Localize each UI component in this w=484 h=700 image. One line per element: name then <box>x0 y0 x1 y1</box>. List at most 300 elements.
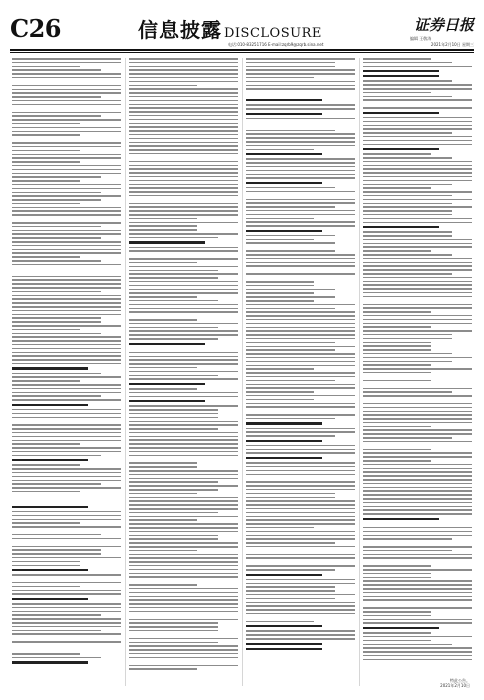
body-text-line <box>363 239 472 241</box>
body-text-line <box>246 58 355 60</box>
body-text-line <box>12 333 101 335</box>
body-subheading-line <box>129 383 205 385</box>
body-text-line <box>12 603 121 605</box>
body-text-line <box>363 136 472 138</box>
body-text-line <box>129 474 238 476</box>
body-text-line <box>363 214 452 216</box>
body-text-line <box>246 512 355 514</box>
body-text-line <box>363 494 472 496</box>
body-text-line <box>246 104 355 106</box>
body-text-line <box>12 237 101 239</box>
body-text-line <box>363 296 472 298</box>
body-text-line <box>12 376 121 378</box>
body-text-line <box>246 108 355 110</box>
body-text-line <box>12 363 121 365</box>
body-text-line <box>246 158 355 160</box>
body-text-line <box>12 472 121 474</box>
body-text-line <box>12 359 121 361</box>
body-text-line <box>129 645 238 647</box>
text-column-1 <box>12 58 121 686</box>
body-text-line <box>12 150 80 152</box>
body-text-line <box>363 250 431 252</box>
body-text-line <box>129 250 238 252</box>
body-text-line <box>363 498 472 500</box>
body-text-line <box>363 364 431 366</box>
body-text-line <box>363 490 472 492</box>
body-text-line <box>129 557 238 559</box>
body-text-line <box>246 621 314 623</box>
body-text-line <box>12 287 121 289</box>
body-text-line <box>129 527 238 529</box>
body-text-line <box>12 451 121 453</box>
body-text-line <box>12 526 121 528</box>
body-text-line <box>12 210 121 212</box>
body-text-line <box>129 576 238 578</box>
body-text-line <box>12 306 121 308</box>
body-text-line <box>129 363 238 365</box>
body-text-line <box>363 117 472 119</box>
body-text-line <box>129 138 238 140</box>
body-text-line <box>363 538 452 540</box>
body-text-line <box>363 157 452 159</box>
body-text-line <box>246 130 335 132</box>
body-text-line <box>129 73 238 75</box>
body-text-line <box>246 387 355 389</box>
body-text-line <box>246 149 314 151</box>
body-text-line <box>129 466 197 468</box>
body-text-line <box>12 62 121 64</box>
body-text-line <box>363 84 472 86</box>
footer-closing: 特此公告。 <box>450 678 470 683</box>
body-text-line <box>246 285 314 287</box>
body-text-line <box>363 66 472 68</box>
body-text-line <box>246 206 335 208</box>
body-text-line <box>363 659 472 661</box>
body-text-line <box>246 330 355 332</box>
body-subheading-line <box>12 569 88 571</box>
body-text-line <box>363 338 452 340</box>
body-text-line <box>129 388 197 390</box>
body-text-line <box>12 546 121 548</box>
body-text-line <box>363 323 472 325</box>
body-text-line <box>129 111 238 113</box>
body-text-line <box>246 542 335 544</box>
body-text-line <box>12 176 101 178</box>
body-text-line <box>363 475 472 477</box>
body-text-line <box>129 210 238 212</box>
body-text-line <box>12 77 121 79</box>
body-text-line <box>363 403 472 405</box>
body-text-line <box>363 231 452 233</box>
body-text-line <box>12 464 80 466</box>
body-text-line <box>363 273 452 275</box>
body-text-line <box>129 417 218 419</box>
body-text-line <box>246 598 335 600</box>
body-text-line <box>12 173 121 175</box>
body-text-line <box>129 266 238 268</box>
body-text-line <box>12 582 121 584</box>
body-text-line <box>12 245 121 247</box>
body-text-line <box>12 154 121 156</box>
body-subheading-line <box>246 625 322 627</box>
body-text-line <box>363 326 431 328</box>
body-text-line <box>12 515 121 517</box>
body-text-line <box>129 413 218 415</box>
body-text-line <box>12 614 101 616</box>
body-text-line <box>246 166 355 168</box>
body-text-line <box>129 538 218 540</box>
body-text-line <box>129 455 238 457</box>
body-text-line <box>12 538 121 540</box>
body-text-line <box>129 115 238 117</box>
body-text-line <box>246 170 355 172</box>
body-text-line <box>363 426 431 428</box>
body-text-line <box>363 632 431 634</box>
body-text-line <box>246 481 355 483</box>
body-text-line <box>12 123 80 125</box>
footer-note <box>360 678 470 688</box>
body-text-line <box>363 554 472 556</box>
body-text-line <box>12 85 121 87</box>
body-text-line <box>246 327 355 329</box>
body-text-line <box>12 447 121 449</box>
body-text-line <box>12 574 121 576</box>
body-text-line <box>363 395 472 397</box>
body-text-line <box>129 176 238 178</box>
body-text-line <box>129 603 238 605</box>
body-text-line <box>129 371 238 373</box>
body-text-line <box>363 269 472 271</box>
body-text-line <box>129 584 197 586</box>
body-text-line <box>246 531 355 533</box>
body-text-line <box>363 607 472 609</box>
body-text-line <box>363 330 472 332</box>
body-text-line <box>129 168 238 170</box>
body-text-line <box>246 516 355 518</box>
body-text-line <box>129 622 218 624</box>
body-text-line <box>12 384 121 386</box>
body-text-line <box>129 195 238 197</box>
body-text-line <box>363 191 472 193</box>
body-text-line <box>246 435 335 437</box>
body-text-line <box>246 202 355 204</box>
body-text-line <box>12 443 80 445</box>
body-text-line <box>363 550 452 552</box>
body-text-line <box>363 92 431 94</box>
body-text-line <box>129 619 238 621</box>
body-text-line <box>12 622 121 624</box>
body-text-line <box>12 417 121 419</box>
body-text-line <box>12 241 121 243</box>
body-text-line <box>12 256 80 258</box>
header-rule-thin <box>10 52 474 53</box>
body-text-line <box>363 176 472 178</box>
body-text-line <box>363 573 431 575</box>
body-text-line <box>129 180 238 182</box>
paragraph-gap <box>12 499 121 503</box>
body-text-line <box>12 184 121 186</box>
body-text-line <box>363 161 472 163</box>
body-text-line <box>363 144 472 146</box>
body-text-line <box>12 161 80 163</box>
body-text-line <box>363 165 472 167</box>
body-text-line <box>246 474 355 476</box>
body-text-line <box>12 199 101 201</box>
body-text-line <box>12 58 121 60</box>
body-text-line <box>129 233 238 235</box>
body-text-line <box>12 413 121 415</box>
section-title-en: DISCLOSURE <box>224 26 322 41</box>
body-subheading-line <box>129 343 205 345</box>
body-text-line <box>246 565 355 567</box>
body-text-line <box>246 342 335 344</box>
body-text-line <box>363 357 472 359</box>
body-text-line <box>129 447 238 449</box>
body-text-line <box>12 519 121 521</box>
body-text-line <box>129 172 238 174</box>
body-text-line <box>12 252 121 254</box>
body-text-line <box>129 247 238 249</box>
body-text-line <box>12 399 121 401</box>
body-text-line <box>12 395 101 397</box>
body-text-line <box>12 314 121 316</box>
body-text-line <box>363 487 472 489</box>
body-text-line <box>363 588 472 590</box>
body-text-line <box>129 561 238 563</box>
body-text-line <box>12 436 121 438</box>
body-text-line <box>246 353 355 355</box>
body-text-line <box>363 140 472 142</box>
body-text-line <box>129 319 197 321</box>
body-text-line <box>12 203 80 205</box>
body-text-line <box>12 480 121 482</box>
body-text-line <box>129 668 197 670</box>
body-text-line <box>129 359 238 361</box>
section-title <box>138 14 322 43</box>
body-text-line <box>129 145 238 147</box>
body-text-line <box>246 602 355 604</box>
body-text-line <box>12 100 121 102</box>
body-text-line <box>246 376 355 378</box>
body-text-line <box>12 165 121 167</box>
text-column-4 <box>363 58 472 686</box>
body-text-line <box>246 372 355 374</box>
body-text-line <box>129 187 238 189</box>
body-text-line <box>129 630 218 632</box>
body-text-line <box>12 549 101 551</box>
body-text-line <box>129 462 197 464</box>
body-text-line <box>363 368 472 370</box>
body-text-line <box>12 249 121 251</box>
body-text-line <box>12 134 80 136</box>
body-text-line <box>246 88 355 90</box>
body-text-line <box>246 308 335 310</box>
body-text-line <box>12 630 101 632</box>
body-text-line <box>246 500 355 502</box>
body-text-line <box>246 265 355 267</box>
body-text-line <box>129 481 218 483</box>
body-text-line <box>246 221 355 223</box>
body-text-line <box>129 289 238 291</box>
body-text-line <box>246 334 355 336</box>
body-text-line <box>12 127 121 129</box>
body-subheading-line <box>363 70 439 72</box>
body-text-line <box>129 443 238 445</box>
body-text-line <box>246 210 355 212</box>
body-text-line <box>246 361 355 363</box>
body-text-line <box>129 323 238 325</box>
body-text-line <box>129 500 238 502</box>
paragraph-gap <box>246 92 355 96</box>
body-text-line <box>363 125 472 127</box>
body-text-line <box>246 630 355 632</box>
body-text-line <box>363 407 472 409</box>
body-text-line <box>363 277 472 279</box>
body-text-line <box>363 349 431 351</box>
body-text-line <box>129 352 238 354</box>
body-text-line <box>246 191 355 193</box>
body-text-line <box>363 464 472 466</box>
body-text-line <box>129 424 238 426</box>
body-subheading-line <box>12 661 88 663</box>
body-text-line <box>129 292 238 294</box>
body-text-line <box>12 291 101 293</box>
body-text-line <box>12 586 80 588</box>
body-text-line <box>363 513 472 515</box>
body-text-line <box>129 277 218 279</box>
body-text-line <box>12 222 121 224</box>
body-text-line <box>129 550 197 552</box>
body-text-line <box>12 321 101 323</box>
body-text-line <box>12 260 101 262</box>
body-text-line <box>363 284 472 286</box>
body-text-line <box>12 348 121 350</box>
body-text-line <box>363 58 431 60</box>
body-text-line <box>363 479 472 481</box>
body-text-line <box>129 330 238 332</box>
body-text-line <box>246 338 355 340</box>
body-text-line <box>129 519 197 521</box>
body-text-line <box>363 527 472 529</box>
body-text-line <box>12 264 121 266</box>
body-text-line <box>246 538 355 540</box>
body-text-line <box>246 519 355 521</box>
body-text-line <box>129 470 238 472</box>
body-text-line <box>129 485 238 487</box>
body-text-line <box>129 58 238 60</box>
body-text-line <box>129 649 238 651</box>
body-text-line <box>363 281 472 283</box>
body-text-line <box>363 99 472 101</box>
body-text-line <box>129 409 218 411</box>
body-text-line <box>12 295 121 297</box>
body-text-line <box>363 342 431 344</box>
body-text-line <box>129 642 218 644</box>
body-text-line <box>129 596 238 598</box>
body-text-line <box>246 187 335 189</box>
body-text-line <box>12 626 121 628</box>
body-text-line <box>12 432 121 434</box>
body-text-line <box>129 439 238 441</box>
body-text-line <box>129 573 238 575</box>
body-text-line <box>246 214 355 216</box>
body-text-line <box>12 455 101 457</box>
body-text-line <box>12 491 80 493</box>
body-subheading-line <box>246 574 322 576</box>
body-text-line <box>363 471 472 473</box>
body-text-line <box>129 296 197 298</box>
body-text-line <box>129 281 238 283</box>
body-text-line <box>363 345 431 347</box>
body-text-line <box>246 62 335 64</box>
body-text-line <box>129 489 218 491</box>
body-text-line <box>363 319 472 321</box>
body-text-line <box>129 626 218 628</box>
body-text-line <box>363 584 472 586</box>
body-text-line <box>363 195 452 197</box>
body-text-line <box>246 418 335 420</box>
body-text-line <box>129 107 238 109</box>
body-subheading-line <box>12 367 88 369</box>
body-text-line <box>363 483 472 485</box>
body-text-line <box>363 592 472 594</box>
body-text-line <box>246 292 314 294</box>
body-text-line <box>363 210 452 212</box>
body-text-line <box>12 112 121 114</box>
body-text-line <box>12 607 121 609</box>
body-text-line <box>12 131 121 133</box>
body-text-line <box>12 195 121 197</box>
body-text-line <box>363 509 472 511</box>
body-text-line <box>363 622 472 624</box>
body-text-line <box>363 647 472 649</box>
body-text-line <box>129 599 238 601</box>
body-subheading-line <box>363 627 439 629</box>
body-text-line <box>129 270 218 272</box>
body-text-line <box>12 355 121 357</box>
body-text-line <box>129 308 238 310</box>
body-text-line <box>129 508 238 510</box>
body-text-line <box>129 285 238 287</box>
body-text-line <box>246 296 335 298</box>
body-text-line <box>12 336 121 338</box>
text-column-2 <box>129 58 238 686</box>
body-text-line <box>129 588 238 590</box>
body-text-line <box>129 542 238 544</box>
body-text-line <box>12 440 121 442</box>
body-text-line <box>363 619 472 621</box>
body-text-line <box>246 462 355 464</box>
body-text-line <box>129 375 218 377</box>
body-text-line <box>12 169 121 171</box>
body-text-line <box>246 118 355 120</box>
body-text-line <box>12 392 121 394</box>
body-text-line <box>129 85 197 87</box>
body-text-line <box>12 409 121 411</box>
body-text-line <box>363 557 472 559</box>
body-text-line <box>363 184 452 186</box>
body-text-line <box>246 66 335 68</box>
body-text-line <box>363 640 431 642</box>
body-text-line <box>129 203 238 205</box>
body-text-line <box>363 62 452 64</box>
body-text-line <box>363 128 472 130</box>
body-text-line <box>246 613 355 615</box>
body-text-line <box>246 133 355 135</box>
body-text-line <box>363 187 431 189</box>
body-text-line <box>129 565 238 567</box>
body-text-line <box>129 493 197 495</box>
